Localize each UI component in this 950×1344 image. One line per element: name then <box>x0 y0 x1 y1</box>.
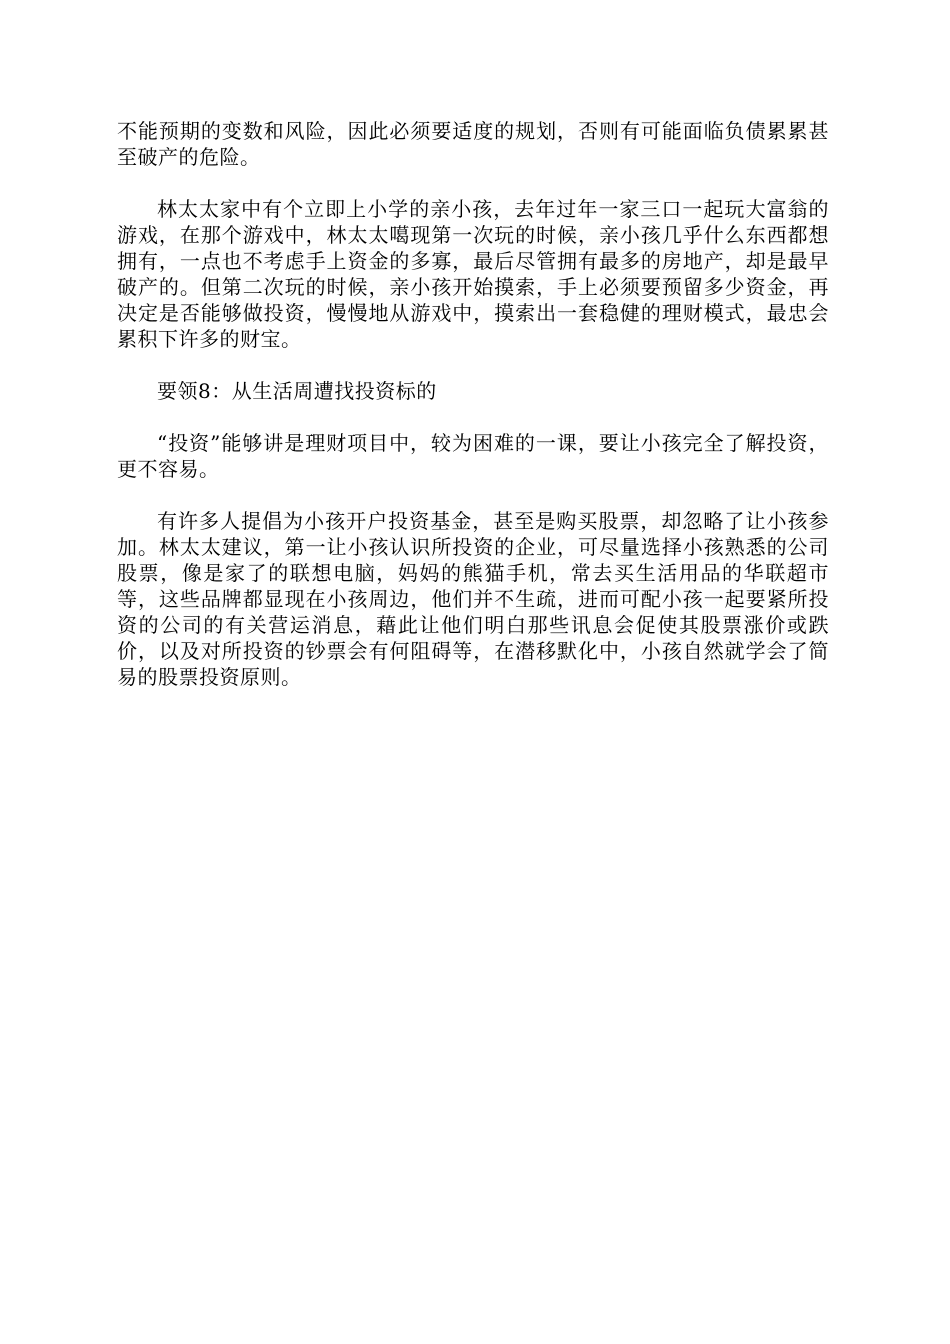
paragraph-continuation: 不能预期的变数和风险，因此必须要适度的规划，否则有可能面临负债累累甚至破产的危险。 <box>117 119 829 169</box>
paragraph-lin-family-story: 林太太家中有个立即上小学的亲小孩，去年过年一家三口一起玩大富翁的游戏，在那个游戏中，林太太噶现第一次玩的时候，亲小孩几乎什么东西都想拥有，一点也不考虑手上资金的多寡，最后尽管拥有最多的房地产，却是最早破产的。但第二次玩的时候，亲小孩开始摸索，手上必须要预留多少资金，再决定是否能够做投资，慢慢地从游戏中，摸索出一套稳健的理财模式，最忠会累积下许多的财宝。 <box>117 197 829 351</box>
paragraph-investment-advice: 有许多人提倡为小孩开户投资基金，甚至是购买股票，却忽略了让小孩参加。林太太建议，第一让小孩认识所投资的企业，可尽量选择小孩熟悉的公司股票，像是家了的联想电脑，妈妈的熊猫手机，常去买生活用品的华联超市等，这些品牌都显现在小孩周边，他们并不生疏，进而可配小孩一起要紧所投资的公司的有关营运消息，藉此让他们明白那些讯息会促使其股票涨价或跌价，以及对所投资的钞票会有何阻碍等，在潜移默化中，小孩自然就学会了简易的股票投资原则。 <box>117 509 829 689</box>
document-body <box>117 118 829 716</box>
section-heading-tip-8: 要领8：从生活周遭找投资标的 <box>157 379 437 403</box>
paragraph-investment-intro: “投资”能够讲是理财项目中，较为困难的一课，要让小孩完全了解投资，更不容易。 <box>117 431 829 481</box>
